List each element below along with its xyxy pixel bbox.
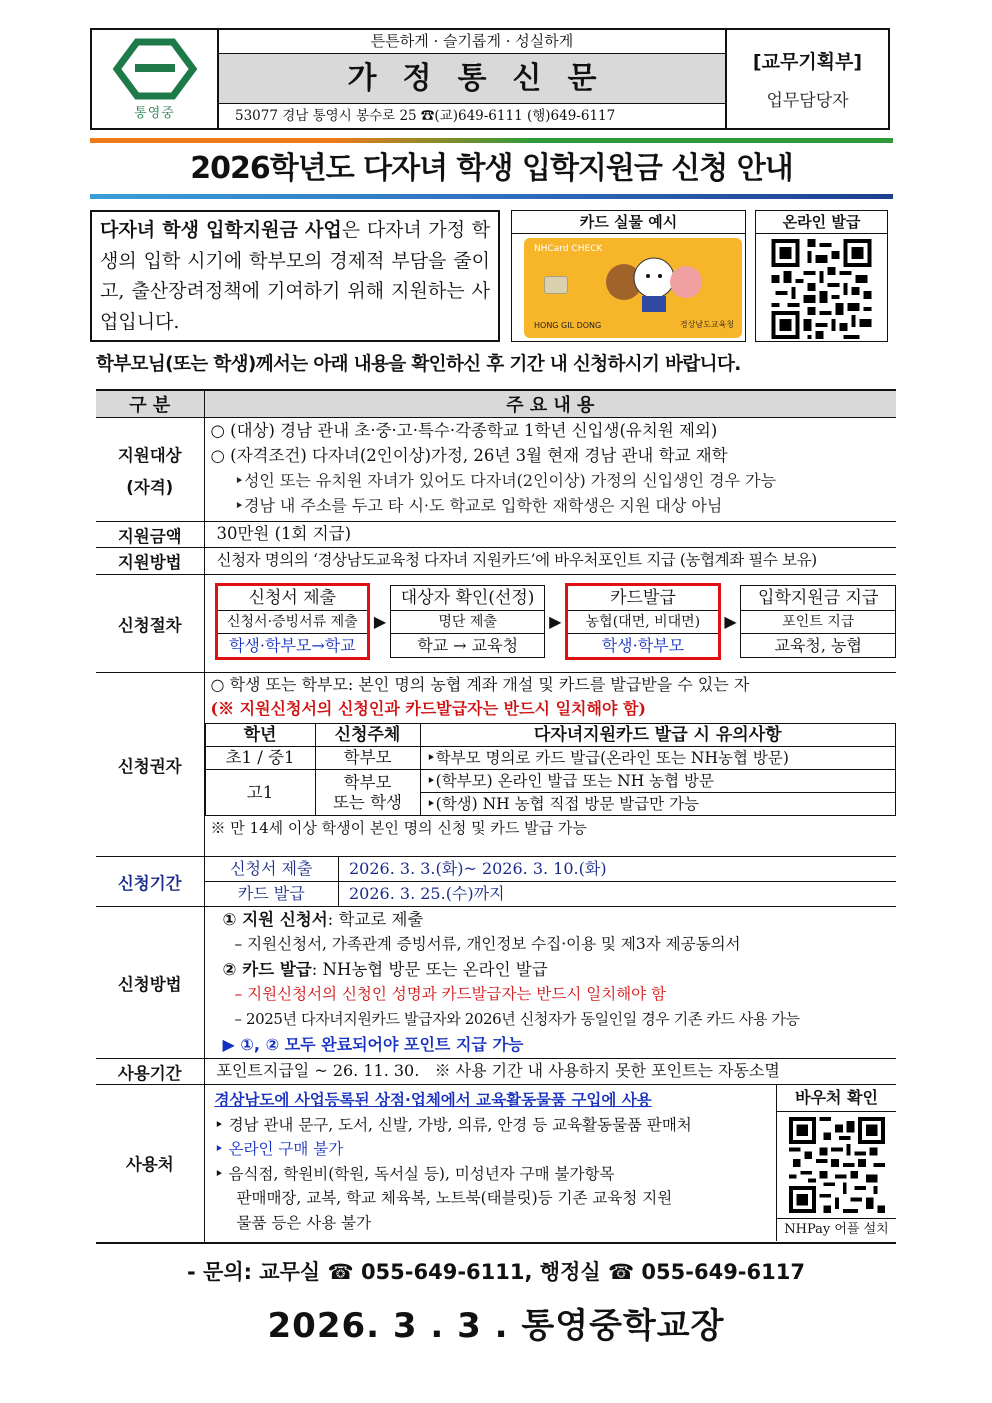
how-step1-title: ① 지원 신청서 <box>222 910 328 929</box>
procedure-label: 신청절차 <box>96 575 204 673</box>
applicant-table <box>205 723 897 816</box>
intro-bold: 다자녀 학생 입학지원금 사업 <box>100 219 342 241</box>
how-line-5: – 2025년 다자녀지원카드 발급자와 2026년 신청자가 동일인일 경우 기존 카드 사용 가능 <box>234 1010 800 1028</box>
eligibility-label-1: 지원대상 <box>117 445 182 465</box>
procedure-step-2 <box>390 585 546 658</box>
arrow-right-icon: ▶ <box>549 611 562 631</box>
arrow-right-icon: ▶ <box>724 611 737 631</box>
intro-text: 은 다자녀 가정 학생의 입학 시기에 학부모의 경제적 부담을 줄이고, 출산장려정책에 기여하기 위해 지원하는 사업입니다. <box>100 219 490 333</box>
row2-who-1: 학부모 <box>343 772 392 792</box>
procedure-step-title: 카드발급 <box>568 586 718 611</box>
eligibility-content <box>204 418 896 522</box>
procedure-step-title: 신청서 제출 <box>218 586 368 611</box>
procedure-step-bottom: 학교 → 교육청 <box>417 635 519 655</box>
procedure-content <box>204 575 896 673</box>
how-step2-text: : NH농협 방문 또는 온라인 발급 <box>311 960 548 979</box>
usage-line-3: ‣ 온라인 구매 불가 <box>214 1140 344 1158</box>
applicant-footnote: ※ 만 14세 이상 학생이 본인 명의 신청 및 카드 발급 가능 <box>210 819 587 837</box>
school-logo <box>92 30 219 128</box>
voucher-qr-icon[interactable] <box>788 1117 886 1213</box>
procedure-step-mid: 신청서·증빙서류 제출 <box>218 611 368 634</box>
procedure-step-4 <box>740 585 896 658</box>
period-table <box>205 857 897 906</box>
table-head-label: 구 분 <box>96 390 204 418</box>
row2-who <box>315 770 420 816</box>
card-holder: HONG GIL DONG <box>534 321 602 330</box>
procedure-step-mid: 명단 제출 <box>391 611 545 634</box>
logo-text: 통영중 <box>134 105 175 121</box>
row2-note-2: ‣(학생) NH 농협 직접 방문 발급만 가능 <box>420 793 896 816</box>
usage-place-label: 사용처 <box>96 1085 204 1243</box>
procedure-step-title: 입학지원금 지급 <box>741 586 895 611</box>
procedure-step-mid: 농협(대면, 비대면) <box>568 611 718 634</box>
how-step1-text: : 학교로 제출 <box>327 910 424 929</box>
amount-text: 30만원 (1회 지급) <box>204 522 896 548</box>
top-divider <box>90 138 893 143</box>
how-content <box>204 907 896 1059</box>
row2-grade: 고1 <box>205 770 315 816</box>
how-line-2: – 지원신청서, 가족관계 증빙서류, 개인정보 수집·이용 및 제3자 제공동의서 <box>234 935 741 953</box>
amount-label: 지원금액 <box>96 522 204 548</box>
card-example-box <box>511 210 746 342</box>
voucher-footer: NHPay 어플 설치 <box>777 1218 896 1241</box>
row2-note-1: ‣(학부모) 온라인 발급 또는 NH 농협 방문 <box>420 770 896 793</box>
period-r2-value: 2026. 3. 25.(수)까지 <box>349 884 505 903</box>
applicant-content <box>204 673 896 857</box>
row1-note: ‣학부모 명의로 카드 발급(온라인 또는 NH농협 방문) <box>420 747 896 770</box>
card-brand: NHCard CHECK <box>534 244 603 254</box>
row1-grade: 초1 / 중1 <box>205 747 315 770</box>
procedure-step-1 <box>215 583 371 660</box>
how-step2-title: ② 카드 발급 <box>222 960 312 979</box>
eligibility-line-2: ○ (자격조건) 다자녀(2인이상)가정, 26년 3월 현재 경남 관내 학교 재학 <box>210 446 728 465</box>
newsletter-header <box>90 28 890 130</box>
bottom-divider <box>90 194 893 199</box>
online-issue-qr-box <box>755 210 888 342</box>
period-r1-value: 2026. 3. 3.(화)~ 2026. 3. 10.(화) <box>339 857 897 882</box>
col-applicant: 신청주체 <box>315 724 420 747</box>
row1-who: 학부모 <box>315 747 420 770</box>
period-content <box>204 857 896 907</box>
department: [교무기획부] <box>752 51 863 73</box>
intro-box <box>90 210 500 342</box>
card-example-caption: 카드 실물 예시 <box>512 211 745 234</box>
usage-period-text: 포인트지급일 ~ 26. 11. 30. ※ 사용 기간 내 사용하지 못한 포인트는 자동소멸 <box>204 1059 896 1085</box>
notice-text: 학부모님(또는 학생)께서는 아래 내용을 확인하신 후 기간 내 신청하시기 바랍니다. <box>96 354 741 375</box>
eligibility-label-2: (자격) <box>126 477 174 497</box>
procedure-step-mid: 포인트 지급 <box>741 611 895 634</box>
card-mascot-icon <box>594 252 714 316</box>
procedure-step-bottom: 학생·학부모 <box>601 635 685 655</box>
eligibility-line-1: ○ (대상) 경남 관내 초·중·고·특수·각종학교 1학년 신입생(유치원 제외) <box>210 421 718 440</box>
voucher-caption: 바우처 확인 <box>777 1085 896 1112</box>
procedure-step-title: 대상자 확인(선정) <box>391 586 545 611</box>
procedure-step-bottom: 교육청, 농협 <box>774 635 862 655</box>
period-r2-name: 카드 발급 <box>205 882 339 907</box>
voucher-qr-box <box>776 1085 896 1241</box>
applicant-line-1: ○ 학생 또는 학부모: 본인 명의 농협 계좌 개설 및 카드를 발급받을 수 있는 자 <box>210 675 750 694</box>
usage-line-1: 경상남도에 사업등록된 상점·업체에서 교육활동물품 구입에 사용 <box>214 1091 652 1109</box>
col-note: 다자녀지원카드 발급 시 유의사항 <box>420 724 896 747</box>
qr-code-icon[interactable] <box>764 239 879 339</box>
how-line-6: ▶ ①, ② 모두 완료되어야 포인트 지급 가능 <box>222 1035 524 1054</box>
arrow-right-icon: ▶ <box>373 611 387 631</box>
card-image <box>524 238 742 338</box>
paper-title: 가정통신문 <box>219 54 725 104</box>
period-r1-name: 신청서 제출 <box>205 857 339 882</box>
page-title: 2026학년도 다자녀 학생 입학지원금 신청 안내 <box>190 151 793 186</box>
eligibility-label <box>96 418 204 522</box>
school-emblem-icon <box>109 38 201 100</box>
usage-line-6: 물품 등은 사용 불가 <box>236 1213 372 1232</box>
eligibility-sub-2: ‣경남 내 주소를 두고 타 시·도 학교로 입학한 재학생은 지원 대상 아님 <box>234 496 723 515</box>
usage-place-content <box>204 1085 896 1243</box>
contact-line: - 문의: 교무실 ☎ 055-649-6111, 행정실 ☎ 055-649-6117 <box>187 1260 805 1284</box>
col-grade: 학년 <box>205 724 315 747</box>
eligibility-sub-1: ‣성인 또는 유치원 자녀가 있어도 다자녀(2인이상) 가정의 신입생인 경우 가능 <box>234 471 777 490</box>
usage-line-4: ‣ 음식점, 학원비(학원, 독서실 등), 미성년자 구매 불가항목 <box>214 1164 615 1183</box>
method-text: 신청자 명의의 ‘경상남도교육청 다자녀 지원카드’에 바우처포인트 지급 (농협계좌 필수 보유) <box>204 548 896 575</box>
row2-who-2: 또는 학생 <box>332 792 402 812</box>
procedure-flow <box>205 575 897 659</box>
card-chip-icon <box>544 276 568 294</box>
period-label: 신청기간 <box>96 857 204 907</box>
info-table <box>96 389 896 1244</box>
procedure-step-3 <box>565 583 721 660</box>
usage-line-5: 판매매장, 교복, 학교 체육복, 노트북(태블릿)등 기존 교육청 지원 <box>236 1189 673 1207</box>
method-label: 지원방법 <box>96 548 204 575</box>
online-issue-caption: 온라인 발급 <box>756 211 887 234</box>
person-in-charge: 업무담당자 <box>766 91 849 111</box>
procedure-step-bottom: 학생·학부모→학교 <box>228 635 356 655</box>
school-address: 53077 경남 통영시 봉수로 25 ☎(교)649-6111 (행)649-6117 <box>235 108 616 124</box>
card-issuer: 경상남도교육청 <box>679 320 734 329</box>
applicant-label: 신청권자 <box>96 673 204 857</box>
applicant-line-2: (※ 지원신청서의 신청인과 카드발급자는 반드시 일치해야 함) <box>210 699 647 718</box>
footer-signature: 2026. 3 . 3 . 통영중학교장 <box>267 1306 725 1346</box>
usage-line-2: ‣ 경남 관내 문구, 도서, 신발, 가방, 의류, 안경 등 교육활동물품 판매처 <box>214 1115 692 1134</box>
how-line-4: – 지원신청서의 신청인 성명과 카드발급자는 반드시 일치해야 함 <box>234 985 667 1003</box>
how-label: 신청방법 <box>96 907 204 1059</box>
usage-period-label: 사용기간 <box>96 1059 204 1085</box>
table-head-content: 주 요 내 용 <box>204 390 896 418</box>
school-slogan: 튼튼하게 · 슬기롭게 · 성실하게 <box>219 30 725 54</box>
